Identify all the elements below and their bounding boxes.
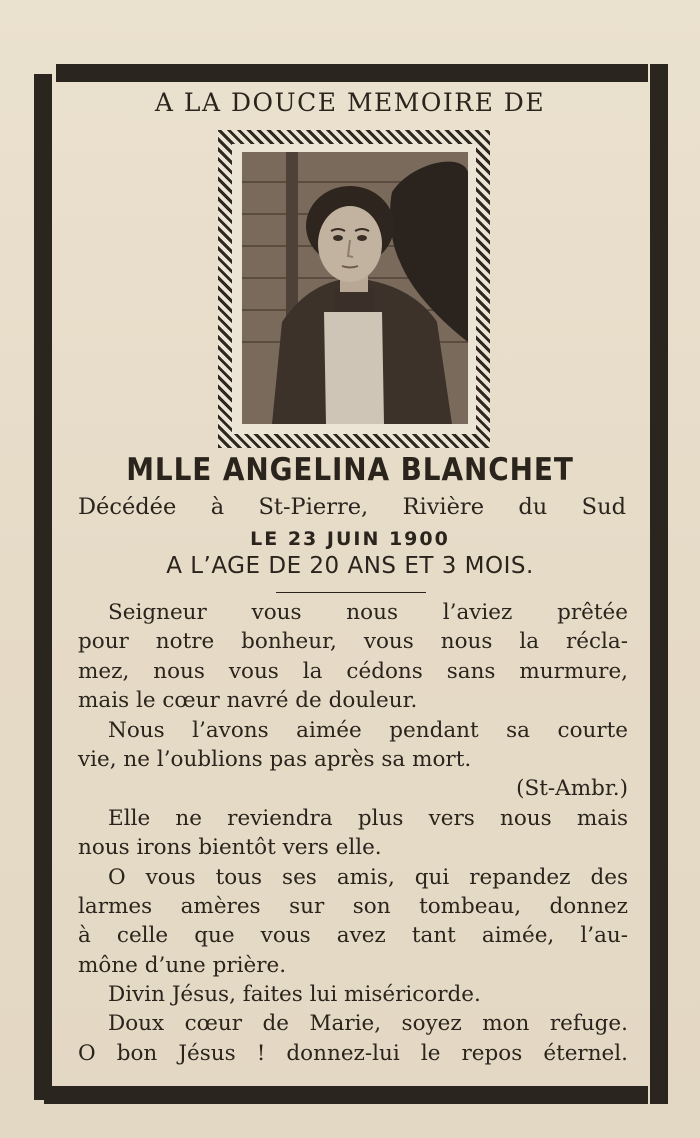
prayer-line: mône d’une prière. [78, 952, 287, 978]
prayer-line: larmes amères sur son tombeau, donnez [78, 893, 628, 919]
border-top [56, 64, 648, 82]
deceased-name: MLLE ANGELINA BLANCHET [126, 452, 574, 488]
prayer-line: Nous l’avons aimée pendant sa courte [108, 717, 628, 743]
age-at-death: A L’AGE DE 20 ANS ET 3 MOIS. [166, 553, 534, 579]
death-date: LE 23 JUIN 1900 [250, 528, 450, 550]
prayer-line: O bon Jésus ! donnez-lui le repos éternel. [78, 1040, 628, 1066]
prayer-line: mais le cœur navré de douleur. [78, 688, 418, 714]
border-left [34, 74, 52, 1100]
border-right [650, 64, 668, 1104]
portrait-photo [242, 152, 468, 424]
death-place: Décédée à St-Pierre, Rivière du Sud [78, 494, 626, 520]
border-bottom [44, 1086, 648, 1104]
prayer-line: Doux cœur de Marie, soyez mon refuge. [108, 1011, 628, 1037]
prayer-line: O vous tous ses amis, qui repandez des [108, 864, 628, 890]
card-heading: A LA DOUCE MEMOIRE DE [154, 88, 546, 117]
prayer-attribution: (St-Ambr.) [516, 776, 628, 802]
prayer-line: Elle ne reviendra plus vers nous mais [108, 805, 628, 831]
divider [276, 592, 426, 593]
prayer-line: nous irons bientôt vers elle. [78, 835, 382, 861]
prayer-line: pour notre bonheur, vous nous la récla- [78, 629, 628, 655]
prayer-line: Seigneur vous nous l’aviez prêtée [108, 600, 628, 625]
prayer-line: mez, nous vous la cédons sans murmure, [78, 658, 628, 684]
prayer-line: Divin Jésus, faites lui miséricorde. [108, 982, 481, 1008]
prayer-line: à celle que vous avez tant aimée, l’au- [78, 923, 628, 949]
prayer-text [78, 598, 628, 1068]
prayer-line: vie, ne l’oublions pas après sa mort. [78, 746, 472, 772]
